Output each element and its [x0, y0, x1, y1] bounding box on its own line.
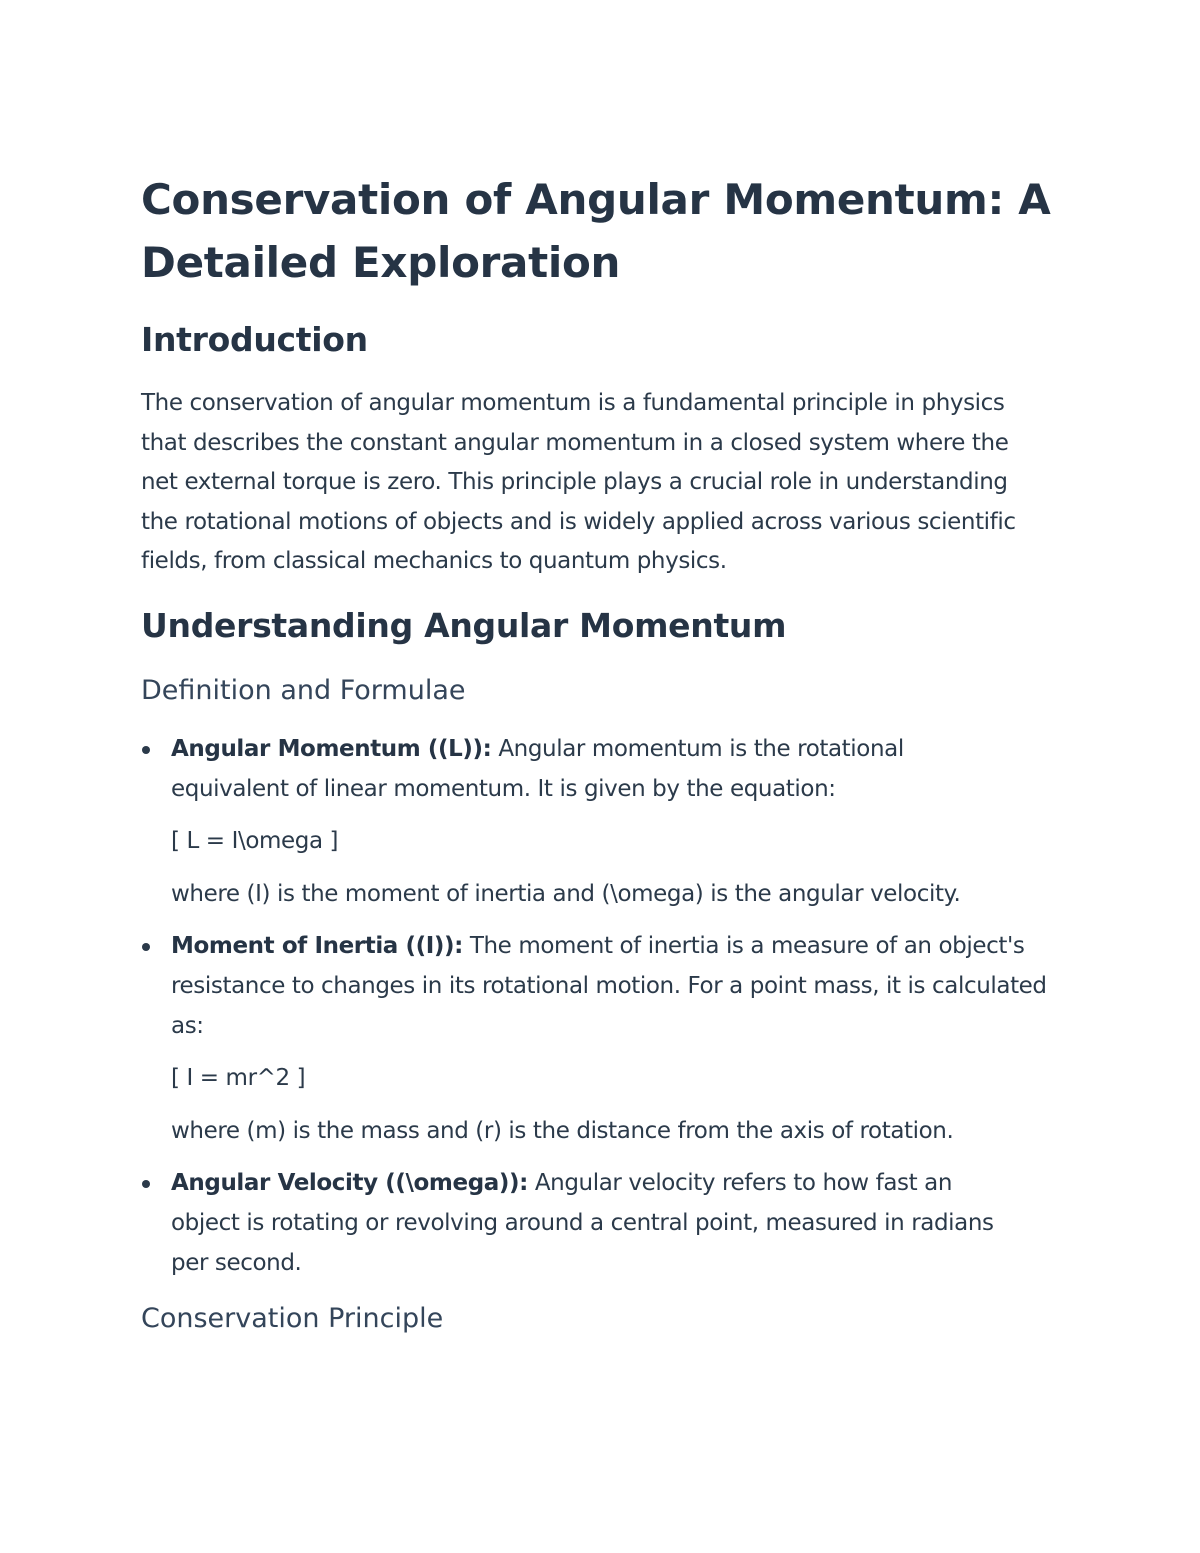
- bullet-dot: [142, 943, 150, 951]
- page-title: Conservation of Angular Momentum: A Detailed Exploration: [141, 175, 1051, 287]
- formula-note: where (I) is the moment of inertia and (\omega) is the angular velocity.: [171, 880, 961, 907]
- conservation-heading: Conservation Principle: [141, 1303, 444, 1335]
- list-item-text: [171, 730, 991, 809]
- definition-list: [141, 730, 1061, 1283]
- list-item-angular-velocity: [141, 1164, 1061, 1283]
- document-page: [141, 168, 1061, 1337]
- understanding-heading: Understanding Angular Momentum: [141, 605, 787, 645]
- list-item-text: [171, 1164, 1021, 1283]
- formula-note: where (m) is the mass and (r) is the distance from the axis of rotation.: [171, 1117, 954, 1144]
- bullet-dot: [142, 746, 150, 754]
- term-angular-momentum: Angular Momentum ((L)):: [171, 735, 492, 762]
- definition-heading: Definition and Formulae: [141, 674, 466, 706]
- formula-moment-of-inertia: [ I = mr^2 ]: [171, 1065, 306, 1092]
- term-moment-of-inertia: Moment of Inertia ((I)):: [171, 933, 463, 960]
- list-item-angular-momentum: [141, 730, 1061, 914]
- term-description: The moment of inertia is a measure of an object's resistance to changes in its rotational motion. For a point mass, it is calculated as:: [171, 933, 1047, 1039]
- term-description: Angular momentum is the rotational equivalent of linear momentum. It is given by the equation:: [171, 735, 904, 802]
- term-description: Angular velocity refers to how fast an object is rotating or revolving around a central point, measured in radians per second.: [171, 1170, 994, 1276]
- bullet-dot: [142, 1180, 150, 1188]
- introduction-paragraph: The conservation of angular momentum is a fundamental principle in physics that describes the constant angular momentum in a closed system where the net external torque is zero. This principle plays a crucial role in understanding the rotational motions of objects and is widely applied across various scientific fields, from classical mechanics to quantum physics.: [141, 390, 1016, 575]
- list-item-moment-of-inertia: [141, 927, 1061, 1151]
- list-item-text: [171, 927, 1061, 1046]
- introduction-heading: Introduction: [141, 320, 368, 359]
- formula-angular-momentum: [ L = I\omega ]: [171, 828, 339, 855]
- term-angular-velocity: Angular Velocity ((\omega)):: [171, 1170, 528, 1197]
